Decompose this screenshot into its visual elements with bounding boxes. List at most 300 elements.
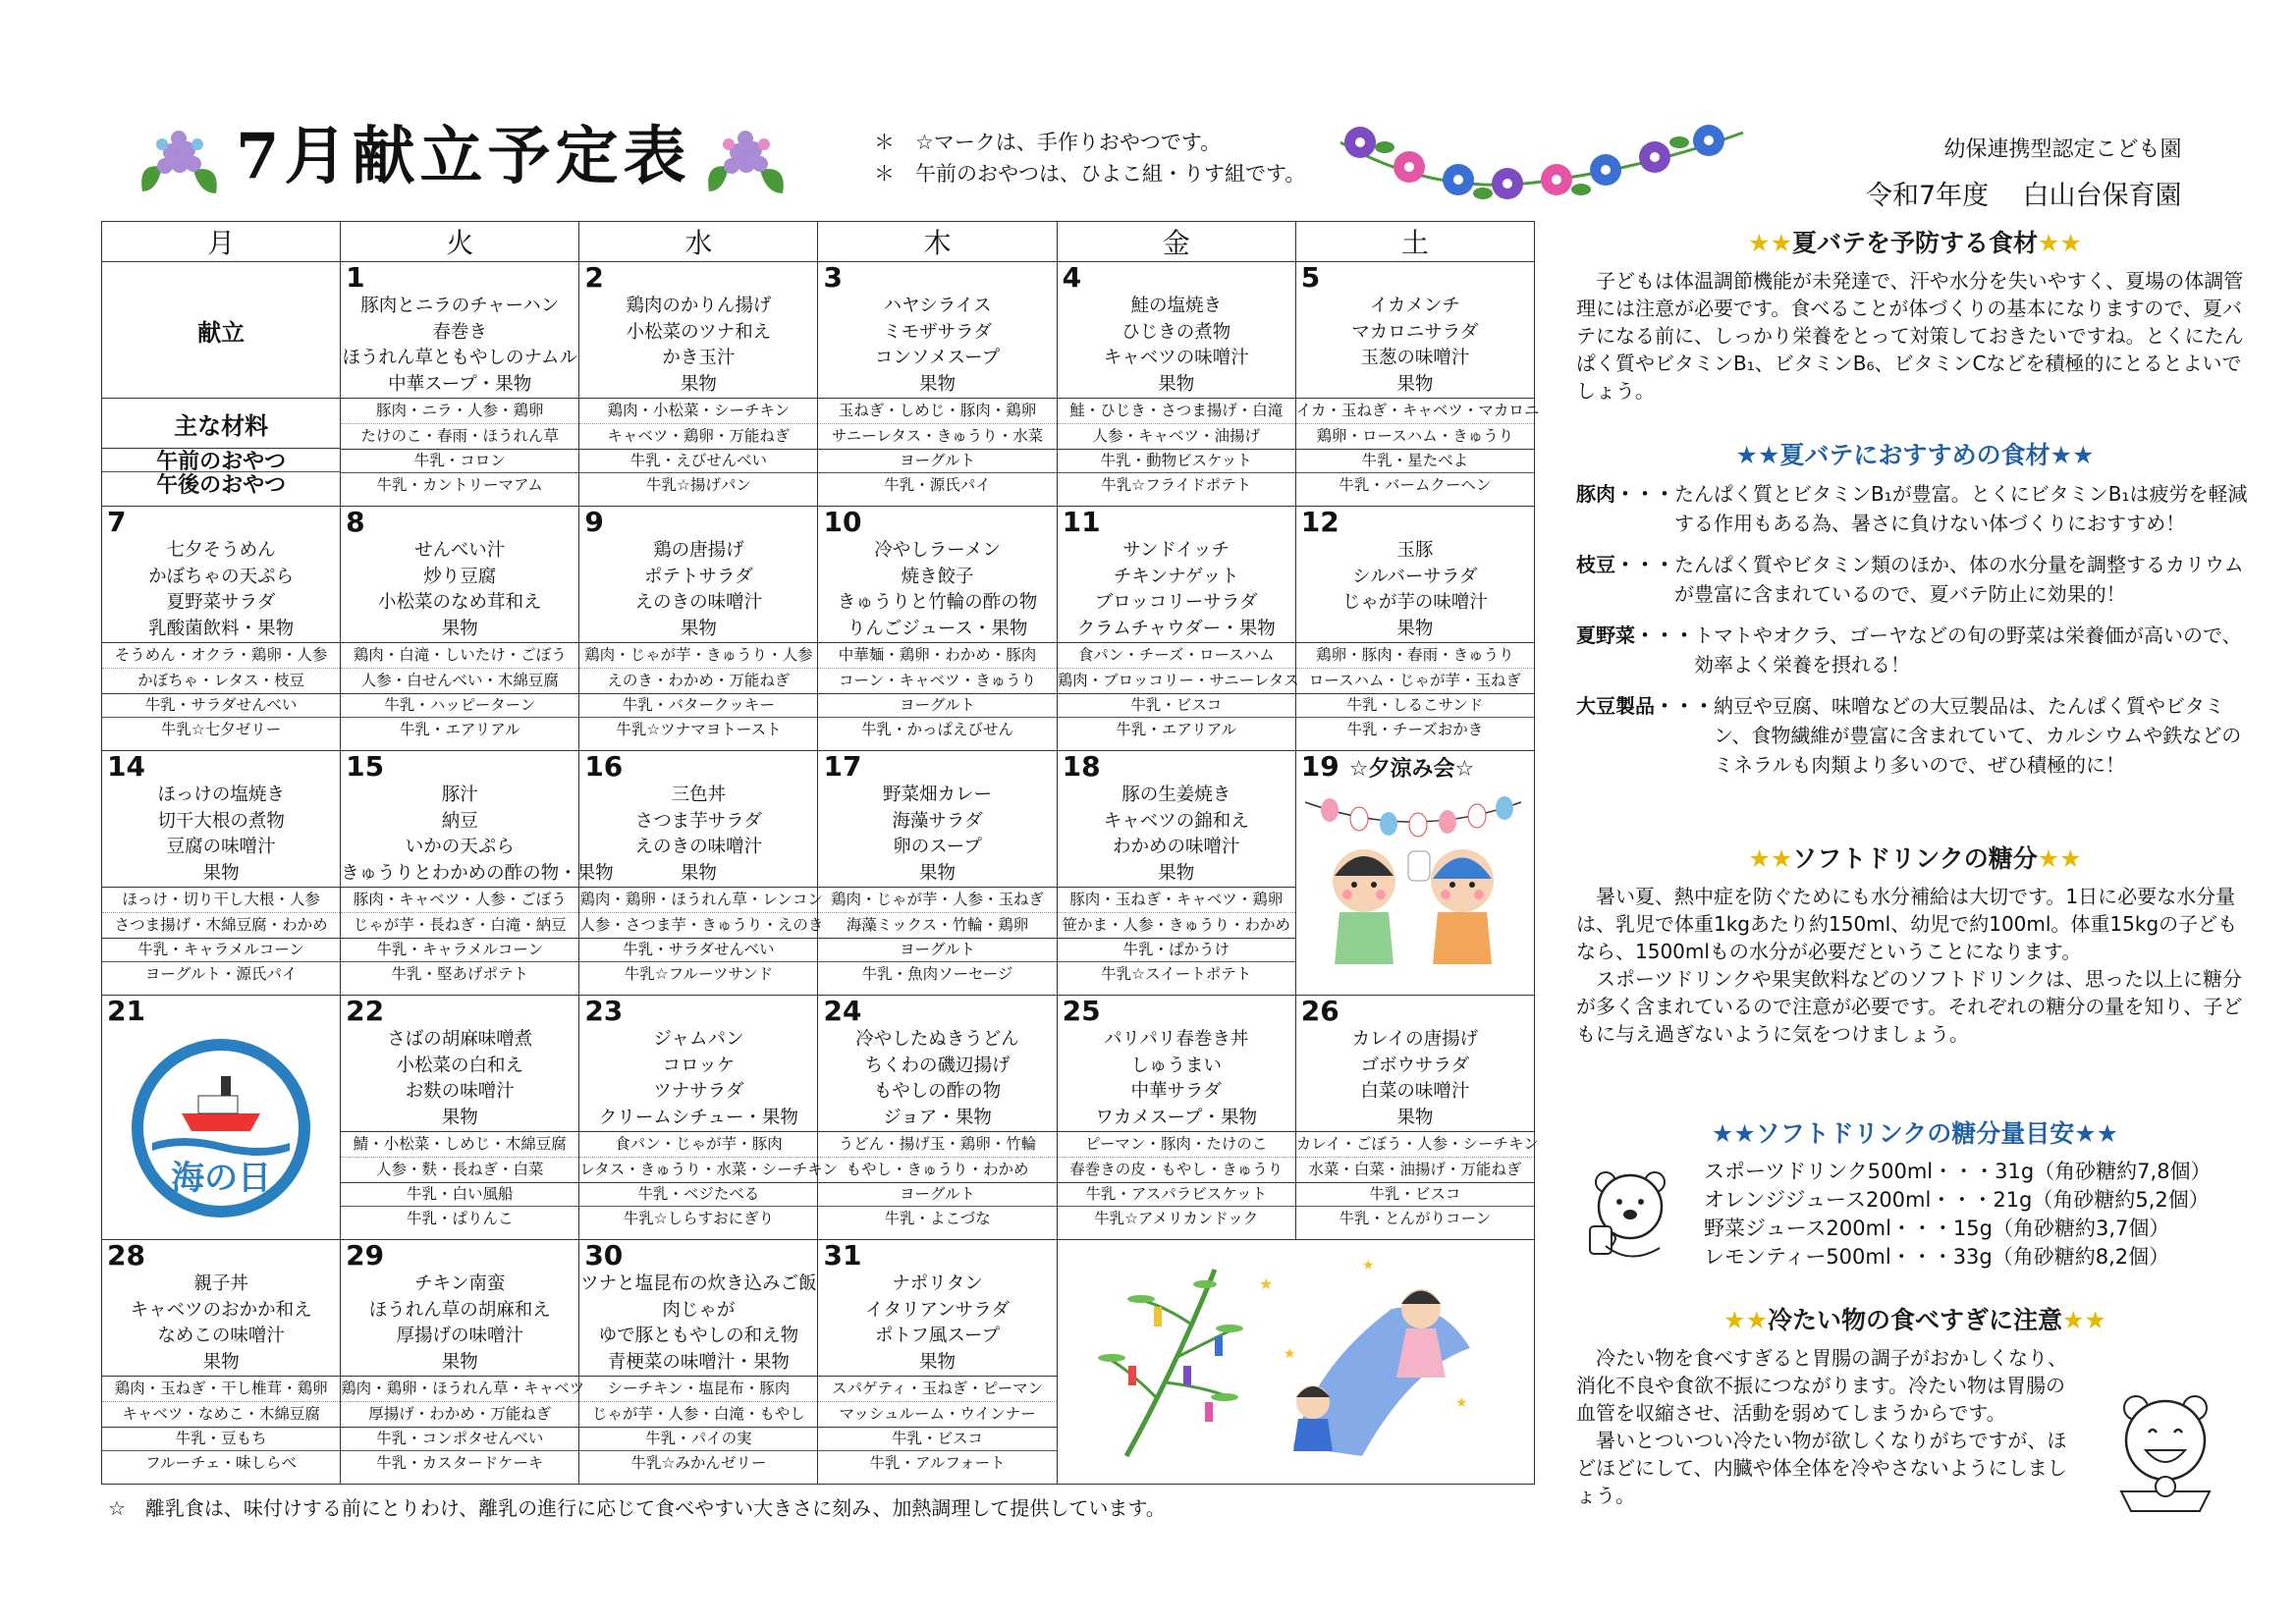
- day-cell: [1295, 261, 1540, 507]
- menu-item: ジャムパン: [653, 1029, 744, 1050]
- menu-item: 青梗菜の味噌汁・果物: [607, 1351, 790, 1373]
- ingredients: [341, 1376, 585, 1427]
- menu-item: 鶏の唐揚げ: [653, 540, 744, 561]
- menu-item: 果物: [680, 618, 717, 639]
- menu-item: 玉豚: [1396, 540, 1434, 561]
- section-title: [1576, 224, 2254, 259]
- menu-item: 果物: [919, 1351, 957, 1373]
- food-name: 枝豆・・・: [1576, 553, 1674, 576]
- ingredient-line: シーチキン・塩昆布・豚肉: [579, 1376, 817, 1401]
- food-name: 夏野菜・・・: [1576, 623, 1694, 647]
- day-cell: [1057, 506, 1299, 751]
- weekday-header: 月: [102, 222, 341, 262]
- menu-item: イカメンチ: [1369, 296, 1460, 316]
- day-cell: [579, 750, 824, 996]
- section-title-text: 夏バテを予防する食材: [1791, 229, 2038, 257]
- row-label-am-snack: 午前のおやつ: [102, 448, 340, 471]
- date-number: 17: [823, 750, 862, 783]
- menu-item: ポテトサラダ: [643, 566, 753, 587]
- menu-item: 焼き餃子: [901, 566, 974, 587]
- menu-item: ポトフ風スープ: [874, 1326, 1001, 1346]
- pm-snack: 牛乳・よこづな: [818, 1206, 1056, 1230]
- ingredients: [818, 642, 1056, 693]
- ingredients: [341, 642, 578, 693]
- ingredient-line: 春巻きの皮・もやし・きゅうり: [1058, 1157, 1295, 1182]
- menu-item: ゆで豚ともやしの和え物: [598, 1326, 799, 1346]
- day-cell: [341, 1239, 585, 1485]
- ingredient-line: 人参・キャベツ・油揚げ: [1058, 423, 1295, 449]
- section-title-text: 冷たい物の食べすぎに注意: [1767, 1306, 2062, 1334]
- pm-snack: フルーチェ・味しらべ: [102, 1450, 340, 1475]
- menu-item: 肉じゃが: [662, 1299, 736, 1321]
- menu-item: 果物: [1158, 373, 1195, 395]
- menu-item: ブロッコリーサラダ: [1094, 592, 1258, 613]
- menu-item: キャベツの味噌汁: [1103, 348, 1249, 368]
- menu-item: 果物: [919, 373, 957, 395]
- menu-calendar-table: [101, 221, 1540, 1485]
- am-snack: 牛乳・動物ビスケット: [1058, 449, 1295, 472]
- menu-item: しゅうまい: [1130, 1055, 1222, 1076]
- ingredient-line: 笹かま・人参・きゅうり・わかめ: [1058, 912, 1295, 938]
- date-number: 28: [107, 1239, 145, 1272]
- svg-text:★: ★: [1258, 1274, 1273, 1293]
- menu-item: イタリアンサラダ: [865, 1299, 1011, 1321]
- menu-item: じゃが芋の味噌汁: [1341, 592, 1488, 613]
- ingredients: [341, 1131, 578, 1182]
- section-prevent-fatigue: [1576, 224, 2254, 405]
- section-title: [1576, 1114, 2254, 1150]
- day-cell: [341, 996, 579, 1240]
- pm-snack: 牛乳☆みかんゼリー: [579, 1450, 817, 1475]
- school-year-name: [1866, 171, 2182, 221]
- menu-item: 親子丼: [193, 1273, 248, 1294]
- ingredient-line: 鯖・小松菜・しめじ・木綿豆腐: [341, 1131, 578, 1157]
- menu-item: ひじきの煮物: [1121, 321, 1231, 343]
- am-snack: 牛乳・アスパラビスケット: [1058, 1182, 1295, 1206]
- note-line: ＊ ☆マークは、手作りおやつです。: [874, 131, 1222, 154]
- menu-item: ちくわの磯辺揚げ: [864, 1055, 1011, 1076]
- week-row: [102, 751, 1535, 996]
- pm-snack: 牛乳☆フルーツサンド: [579, 961, 817, 986]
- am-snack: 牛乳・ぱかうけ: [1058, 938, 1295, 961]
- am-snack: 牛乳・コロン: [341, 449, 578, 472]
- weekday-header: 火: [341, 222, 579, 262]
- menu-item: ジョア・果物: [883, 1107, 992, 1128]
- ingredient-line: 豚肉・ニラ・人参・鶏卵: [341, 398, 578, 423]
- menu-item: 白菜の味噌汁: [1360, 1081, 1470, 1102]
- row-label-menu: 献立: [197, 318, 246, 347]
- day-cell: [341, 507, 579, 751]
- menu-item: 冷やしたぬきうどん: [855, 1029, 1019, 1050]
- event-label: ☆夕涼み会☆: [1348, 757, 1475, 782]
- menu-item: 中華スープ・果物: [388, 373, 532, 395]
- am-snack: 牛乳・ベジたべる: [579, 1182, 817, 1206]
- menu-item: さつま芋サラダ: [634, 810, 763, 832]
- ingredients: [341, 398, 578, 449]
- menu-item: ツナと塩昆布の炊き込みご飯: [580, 1273, 817, 1294]
- date-number: 8: [346, 506, 365, 538]
- food-name: 豚肉・・・: [1576, 482, 1674, 506]
- section-recommended-foods: [1576, 436, 2254, 791]
- pm-snack: 牛乳・チーズおかき: [1296, 717, 1534, 741]
- ingredient-line: 玉ねぎ・しめじ・豚肉・鶏卵: [818, 398, 1056, 423]
- ingredient-line: じゃが芋・人参・白滝・もやし: [579, 1401, 817, 1427]
- menu-item: お麩の味噌汁: [405, 1081, 515, 1102]
- ingredient-line: マッシュルーム・ウインナー: [818, 1401, 1056, 1427]
- menu-item: いかの天ぷら: [405, 837, 515, 857]
- sugar-item: スポーツドリンク500ml・・・31g（角砂糖約7,8個）: [1704, 1160, 2212, 1183]
- menu-item: ゴボウサラダ: [1360, 1055, 1470, 1076]
- pm-snack: 牛乳☆アメリカンドック: [1058, 1206, 1295, 1230]
- food-entry: [1576, 691, 2254, 780]
- sugar-list: [1704, 1158, 2212, 1272]
- menu-item: 鶏肉のかりん揚げ: [626, 296, 772, 316]
- day-cell: [1295, 507, 1534, 751]
- pm-snack: 牛乳・エアリアル: [1058, 717, 1295, 741]
- am-snack: ヨーグルト: [818, 938, 1056, 961]
- pm-snack: 牛乳☆フライドポテト: [1058, 472, 1295, 497]
- pm-snack: 牛乳・かっぱえびせん: [818, 717, 1056, 741]
- ingredient-line: 人参・さつま芋・きゅうり・えのき: [579, 912, 817, 938]
- menu-item: 玉葱の味噌汁: [1360, 348, 1470, 368]
- menu-item: 果物: [441, 1107, 478, 1128]
- menu-item: シルバーサラダ: [1352, 566, 1478, 587]
- day-cell: [1057, 1240, 1534, 1485]
- menu-item: チキンナゲット: [1113, 566, 1239, 587]
- menu-item: ハヤシライス: [883, 296, 992, 316]
- menu-item: パリパリ春巻き丼: [1103, 1029, 1249, 1050]
- pm-snack: 牛乳☆七夕ゼリー: [102, 717, 340, 741]
- food-entry: [1576, 550, 2254, 609]
- menu-item: 鮭の塩焼き: [1130, 296, 1222, 316]
- date-number: 10: [823, 506, 862, 538]
- ingredient-line: 食パン・チーズ・ロースハム: [1058, 642, 1295, 668]
- weekday-header: 土: [1295, 222, 1534, 262]
- ingredient-line: ほっけ・切り干し大根・人参: [102, 887, 340, 912]
- menu-item: チキン南蛮: [414, 1273, 506, 1294]
- ingredients: [579, 642, 817, 693]
- date-number: 7: [107, 506, 127, 538]
- menu-item: 豚の生姜焼き: [1121, 785, 1231, 805]
- menu-item: えのきの味噌汁: [634, 837, 763, 857]
- ingredients: [1058, 1131, 1295, 1182]
- menu-item: 中華サラダ: [1130, 1081, 1222, 1102]
- section-title: [1576, 839, 2254, 875]
- am-snack: 牛乳・バタークッキー: [579, 693, 817, 717]
- menu-item: クラムチャウダー・果物: [1076, 618, 1276, 639]
- day-cell: [818, 262, 1057, 507]
- menu-item: 野菜畑カレー: [883, 785, 993, 805]
- ingredients: [341, 887, 578, 938]
- morning-glory-garland-icon: [1336, 113, 1748, 206]
- star-icon: ★★: [1735, 441, 1780, 469]
- ingredients: [1295, 1131, 1539, 1182]
- menu-item: 果物: [1396, 373, 1434, 395]
- day-cell: [579, 995, 839, 1240]
- pm-snack: 牛乳・源氏パイ: [818, 472, 1056, 497]
- ingredient-line: 食パン・じゃが芋・豚肉: [579, 1131, 817, 1157]
- am-snack: 牛乳・キャラメルコーン: [341, 938, 578, 961]
- ingredients: [1296, 642, 1534, 693]
- ingredient-line: そうめん・オクラ・鶏卵・人参: [102, 642, 340, 668]
- row-label-pm-snack: 午後のおやつ: [102, 471, 340, 495]
- ingredient-line: もやし・きゅうり・わかめ: [818, 1157, 1056, 1182]
- date-number: 29: [346, 1239, 385, 1272]
- star-icon: ★★: [1748, 844, 1793, 873]
- date-number: 14: [107, 750, 145, 783]
- date-number: 30: [584, 1239, 624, 1272]
- school-info: [1866, 130, 2182, 221]
- ingredients: [102, 1376, 340, 1427]
- ingredients: [579, 1131, 839, 1182]
- menu-item: 果物: [1396, 1107, 1434, 1128]
- menu-item: 納豆: [441, 810, 478, 832]
- date-number: 15: [346, 750, 385, 783]
- day-cell: [818, 507, 1057, 751]
- star-icon: ★★: [1723, 1306, 1768, 1334]
- day-cell: [1057, 996, 1295, 1240]
- day-cell: [102, 507, 341, 751]
- menu-item: 三色丼: [671, 785, 727, 805]
- ingredient-line: 鶏卵・ロースハム・きゅうり: [1296, 423, 1534, 449]
- pm-snack: ヨーグルト・源氏パイ: [102, 961, 340, 986]
- menu-item: 炒り豆腐: [423, 566, 497, 587]
- weekday-header-row: [102, 222, 1535, 262]
- am-snack: 牛乳・白い風船: [341, 1182, 578, 1206]
- menu-item: かき玉汁: [662, 348, 736, 368]
- star-icon: ★★: [2074, 1119, 2119, 1148]
- ingredient-line: イカ・玉ねぎ・キャベツ・マカロニ: [1296, 398, 1534, 423]
- ingredient-line: 海藻ミックス・竹輪・鶏卵: [818, 912, 1056, 938]
- food-description: 納豆や豆腐、味噌などの大豆製品は、たんぱく質やビタミン、食物繊維が豊富に含まれていて、カルシウムや鉄などのミネラルも肉類より多いので、ぜひ積極的に！: [1714, 694, 2242, 777]
- menu-item: 小松菜の白和え: [396, 1055, 523, 1076]
- ingredient-line: カレイ・ごぼう・人参・シーチキン: [1296, 1131, 1534, 1157]
- ingredients: [818, 887, 1056, 938]
- date-number: 12: [1300, 506, 1339, 538]
- star-icon: ★★: [2037, 844, 2082, 873]
- ingredients: [818, 398, 1056, 449]
- ingredient-line: キャベツ・鶏卵・万能ねぎ: [579, 423, 817, 449]
- pm-snack: 牛乳☆しらすおにぎり: [579, 1206, 817, 1230]
- page-title: 7月献立予定表: [236, 120, 691, 193]
- ingredient-line: 厚揚げ・わかめ・万能ねぎ: [341, 1401, 578, 1427]
- ingredients: [579, 887, 824, 938]
- ingredient-line: コーン・キャベツ・きゅうり: [818, 668, 1056, 693]
- sea-day-logo-icon: [102, 1035, 340, 1221]
- am-snack: 牛乳・ビスコ: [1296, 1182, 1534, 1206]
- menu-item: キャベツのおかか和え: [130, 1299, 312, 1321]
- pm-snack: 牛乳☆揚げパン: [579, 472, 817, 497]
- food-entry: [1576, 479, 2254, 538]
- pm-snack: 牛乳・アルフォート: [818, 1450, 1056, 1475]
- date-number: 2: [584, 261, 604, 294]
- ingredient-line: 鶏肉・じゃが芋・きゅうり・人参: [579, 642, 817, 668]
- menu-item: なめこの味噌汁: [157, 1326, 285, 1346]
- menu-item: せんべい汁: [414, 540, 506, 561]
- food-description: たんぱく質やビタミン類のほか、体の水分量を調整するカリウムが豊富に含まれているので、夏バテ防止に効果的！: [1674, 553, 2244, 606]
- menu-item: ほうれん草の胡麻和え: [368, 1299, 551, 1321]
- food-description: たんぱく質とビタミンB₁が豊富。とくにビタミンB₁は疲労を軽減する作用もある為、暑さに負けない体づくりにおすすめ！: [1674, 482, 2248, 535]
- ingredient-line: レタス・きゅうり・水菜・シーチキン: [579, 1157, 817, 1182]
- day-cell: [579, 1240, 818, 1485]
- menu-item: ナポリタン: [892, 1273, 983, 1294]
- ingredient-line: さつま揚げ・木綿豆腐・わかめ: [102, 912, 340, 938]
- week-row: [102, 1240, 1535, 1485]
- ingredient-line: 鶏肉・ブロッコリー・サニーレタス: [1058, 668, 1295, 693]
- date-number: 4: [1062, 261, 1082, 294]
- date-number: 9: [584, 506, 604, 538]
- ingredient-line: ピーマン・豚肉・たけのこ: [1058, 1131, 1295, 1157]
- menu-item: きゅうりとわかめの酢の物・果物: [341, 862, 614, 884]
- menu-item: 果物: [441, 618, 478, 639]
- menu-item: えのきの味噌汁: [634, 592, 763, 613]
- ingredient-line: スパゲティ・玉ねぎ・ピーマン: [818, 1376, 1056, 1401]
- weekday-header: 木: [818, 222, 1057, 262]
- ingredients: [102, 887, 340, 938]
- am-snack: ヨーグルト: [818, 1182, 1056, 1206]
- section-title-text: ソフトドリンクの糖分量目安: [1755, 1119, 2075, 1148]
- section-sugar-guide: [1576, 1114, 2254, 1272]
- section-text: 暑い夏、熱中症を防ぐためにも水分補給は大切です。1日に必要な水分量は、乳児で体重1kgあたり約150ml、幼児で約100ml。体重15kgの子どもなら、1500mlもの水分が必要だということになります。: [1576, 885, 2238, 963]
- star-icon: ★★: [2050, 441, 2095, 469]
- bear-eating-icon: [2092, 1383, 2239, 1521]
- cold-food-body: [1576, 1344, 2254, 1521]
- menu-item: マカロニサラダ: [1351, 321, 1479, 343]
- ingredient-line: えのき・わかめ・万能ねぎ: [579, 668, 817, 693]
- am-snack: 牛乳・ハッピーターン: [341, 693, 578, 717]
- menu-item: 卵のスープ: [893, 837, 982, 857]
- date-number: 21: [107, 995, 145, 1027]
- ingredient-line: かぼちゃ・レタス・枝豆: [102, 668, 340, 693]
- ingredients: [1058, 887, 1295, 938]
- date-number: 18: [1062, 750, 1101, 783]
- day-cell: [1057, 262, 1295, 507]
- date-number: 1: [346, 261, 365, 294]
- menu-item: 冷やしラーメン: [874, 540, 1001, 561]
- menu-item: ツナサラダ: [653, 1081, 744, 1102]
- ingredients: [579, 1376, 817, 1427]
- pm-snack: 牛乳・とんがりコーン: [1296, 1206, 1534, 1230]
- ingredient-line: 鮭・ひじき・さつま揚げ・白滝: [1058, 398, 1295, 423]
- section-text: スポーツドリンクや果実飲料などのソフトドリンクは、思った以上に糖分が多く含まれているので注意が必要です。それぞれの糖分の量を知り、子どもに与え過ぎないように気をつけましょう。: [1576, 967, 2243, 1046]
- menu-item: さばの胡麻味噌煮: [387, 1029, 533, 1050]
- sea-day-label: 海の日: [171, 1159, 272, 1198]
- svg-text:★: ★: [1361, 1258, 1375, 1273]
- food-description: トマトやオクラ、ゴーヤなどの旬の野菜は栄養価が高いので、効率よく栄養を摂れる！: [1694, 623, 2242, 677]
- ingredients: [818, 1131, 1056, 1182]
- date-number: 23: [584, 995, 624, 1027]
- menu-item: コロッケ: [662, 1055, 736, 1076]
- header-notes: [874, 128, 1305, 189]
- menu-item: もやしの酢の物: [873, 1081, 1002, 1102]
- menu-item: 海藻サラダ: [892, 810, 983, 832]
- day-cell: [341, 262, 579, 507]
- menu-item: きゅうりと竹輪の酢の物: [837, 592, 1038, 613]
- section-title: [1576, 1301, 2254, 1336]
- menu-item: 果物: [680, 862, 717, 884]
- am-snack: 牛乳・パイの実: [579, 1427, 817, 1450]
- menu-item: 豆腐の味噌汁: [166, 837, 276, 857]
- ingredient-line: 鶏卵・豚肉・春雨・きゅうり: [1296, 642, 1534, 668]
- am-snack: 牛乳・サラダせんべい: [579, 938, 817, 961]
- sugar-item: 野菜ジュース200ml・・・15g（角砂糖約3,7個）: [1704, 1217, 2170, 1240]
- am-snack: ヨーグルト: [818, 693, 1056, 717]
- bear-drinking-icon: [1576, 1158, 1684, 1266]
- pm-snack: 牛乳・カントリーマアム: [341, 472, 578, 497]
- food-name: 大豆製品・・・: [1576, 694, 1714, 718]
- star-icon: ★★: [1748, 229, 1792, 257]
- ingredients: [102, 642, 340, 693]
- am-snack: 牛乳・ビスコ: [818, 1427, 1056, 1450]
- day-cell: [1057, 751, 1295, 996]
- ingredient-line: じゃが芋・長ねぎ・白滝・納豆: [341, 912, 578, 938]
- ingredient-line: キャベツ・なめこ・木綿豆腐: [102, 1401, 340, 1427]
- day-cell: [818, 1240, 1057, 1485]
- day-cell: [102, 996, 341, 1240]
- star-icon: ★★: [2038, 229, 2082, 257]
- section-title: [1576, 436, 2254, 471]
- ingredient-line: 鶏肉・鶏卵・ほうれん草・レンコン: [579, 887, 817, 912]
- menu-item: わかめの味噌汁: [1112, 837, 1240, 857]
- menu-item: ミモザサラダ: [883, 321, 992, 343]
- date-number: 22: [346, 995, 385, 1027]
- am-snack: 牛乳・しるこサンド: [1296, 693, 1534, 717]
- note-line: ＊ 午前のおやつは、ひよこ組・りす組です。: [874, 161, 1306, 186]
- org-type: 幼保連携型認定こども園: [1943, 137, 2182, 162]
- section-cold-food: [1576, 1301, 2254, 1521]
- menu-item: 果物: [202, 862, 240, 884]
- date-number: 11: [1062, 506, 1101, 538]
- menu-item: 豚肉とニラのチャーハン: [360, 296, 560, 316]
- ingredient-line: 人参・麩・長ねぎ・白菜: [341, 1157, 578, 1182]
- day-cell: [818, 996, 1057, 1240]
- pm-snack: 牛乳☆ツナマヨトースト: [579, 717, 817, 741]
- menu-item: りんごジュース・果物: [847, 618, 1028, 639]
- section-text: 冷たい物を食べすぎると胃腸の調子がおかしくなり、消化不良や食欲不振につながります。冷たい物は胃腸の血管を収縮させ、活動を弱めてしまうからです。: [1576, 1346, 2067, 1425]
- school-year: 令和7年度: [1866, 180, 1990, 211]
- menu-item: キャベツの錦和え: [1103, 810, 1249, 832]
- tanabata-illustration-icon: [1058, 1240, 1534, 1470]
- cold-food-text: [1576, 1344, 2072, 1521]
- menu-item: かぼちゃの天ぷら: [148, 566, 295, 587]
- star-icon: ★★: [1711, 1119, 1756, 1148]
- pm-snack: 牛乳・魚肉ソーセージ: [818, 961, 1056, 986]
- menu-item: 豚汁: [441, 785, 478, 805]
- am-snack: 牛乳・コンポタせんべい: [341, 1427, 578, 1450]
- hydrangea-left-icon: [133, 123, 226, 211]
- ingredient-line: 鶏肉・鶏卵・ほうれん草・キャベツ: [341, 1376, 578, 1401]
- svg-text:★: ★: [1454, 1395, 1468, 1411]
- week-row: [102, 507, 1535, 751]
- day-cell: [102, 1240, 341, 1485]
- am-snack: 牛乳・ビスコ: [1058, 693, 1295, 717]
- day-cell: [579, 262, 818, 507]
- food-entry: [1576, 621, 2254, 679]
- menu-item: 果物: [441, 1351, 478, 1373]
- section-title-text: ソフトドリンクの糖分: [1792, 844, 2038, 873]
- am-snack: 牛乳・キャラメルコーン: [102, 938, 340, 961]
- weekday-header: 水: [579, 222, 818, 262]
- date-number: 25: [1062, 995, 1101, 1027]
- day-cell: [102, 751, 341, 996]
- ingredient-line: 鶏肉・じゃが芋・人参・玉ねぎ: [818, 887, 1056, 912]
- am-snack: 牛乳・豆もち: [102, 1427, 340, 1450]
- sugar-item: オレンジジュース200ml・・・21g（角砂糖約5,2個）: [1704, 1188, 2210, 1212]
- section-title-text: 夏バテにおすすめの食材: [1779, 441, 2050, 469]
- pm-snack: 牛乳・堅あげポテト: [341, 961, 578, 986]
- menu-item: クリームシチュー・果物: [598, 1107, 798, 1128]
- date-number-text: 19: [1300, 750, 1339, 783]
